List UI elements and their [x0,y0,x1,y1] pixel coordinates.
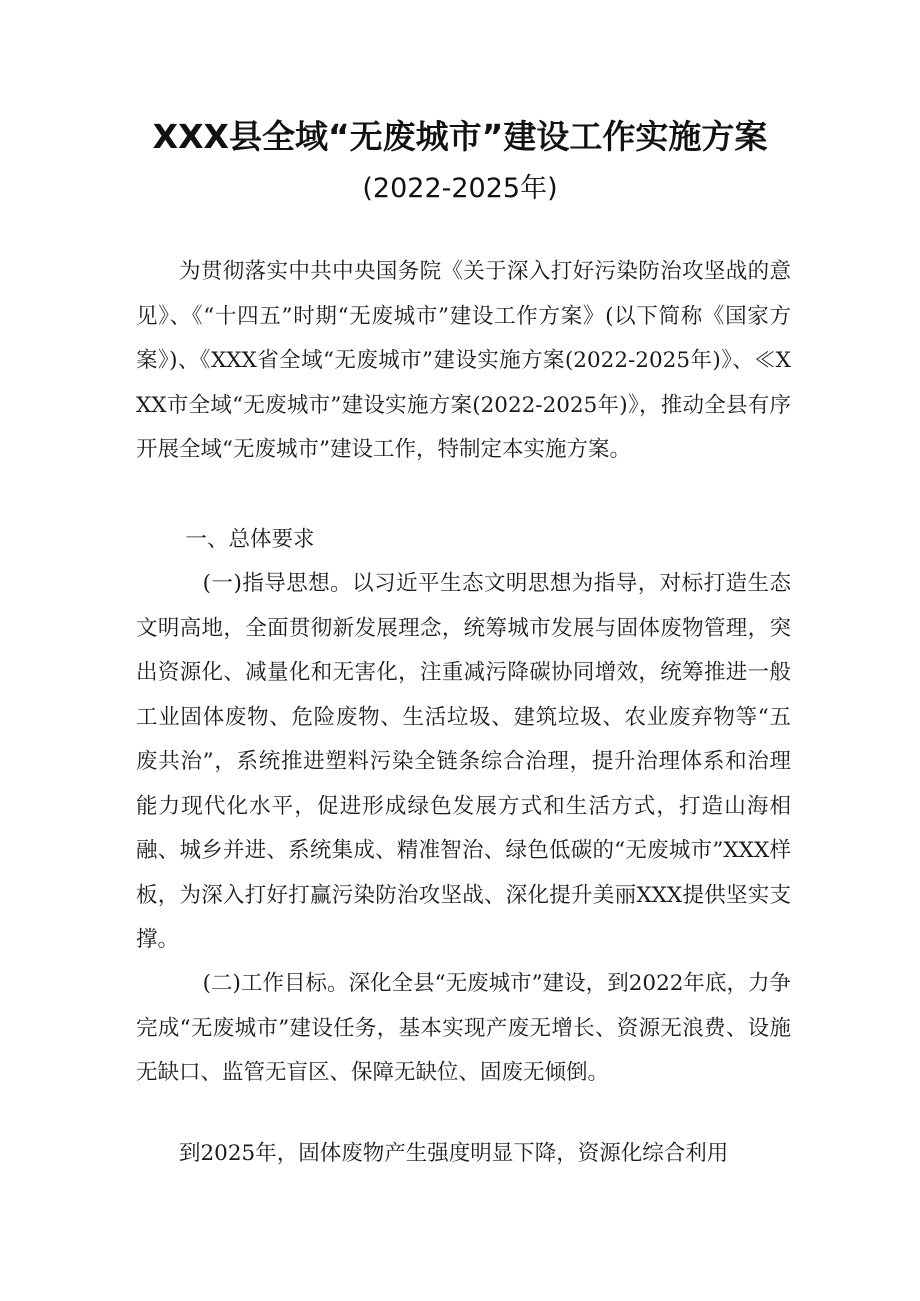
paragraph-guiding-thought: (一)指导思想。以习近平生态文明思想为指导，对标打造生态文明高地，全面贯彻新发展理念，统筹城市发展与固体废物管理，突出资源化、减量化和无害化，注重减污降碳协同增效，统筹推进一般工业固体废物、危险废物、生活垃圾、建筑垃圾、农业废弃物等“五废共治”，系统推进塑料污染全链条综合治理，提升治理体系和治理能力现代化水平，促进形成绿色发展方式和生活方式，打造山海相融、城乡并进、系统集成、精准智治、绿色低碳的“无废城市”XXX样板，为深入打好打赢污染防治攻坚战、深化提升美丽XXX提供坚实支撑。 [136,571,791,952]
document-title: XXX县全域“无废城市”建设工作实施方案 [152,117,768,156]
document-subtitle: (2022-2025年) [362,173,558,204]
section-heading-general-requirements: 一、总体要求 [185,527,315,552]
paragraph-intro: 为贯彻落实中共中央国务院《关于深入打好污染防治攻坚战的意见》、《“十四五”时期“无废城市”建设工作方案》(以下简称《国家方案》)、《XXX省全域“无废城市”建设实施方案(2022-2025年)》、≪XXX市全域“无废城市”建设实施方案(2022-2025年)》，推动全县有序开展全域“无废城市”建设工作，特制定本实施方案。 [136,259,791,462]
paragraph-work-target: (二)工作目标。深化全县“无废城市”建设，到2022年底，力争完成“无废城市”建设任务，基本实现产废无增长、资源无浪费、设施无缺口、监管无盲区、保障无缺位、固废无倾倒。 [136,971,791,1085]
paragraph-target-2025: 到2025年，固体废物产生强度明显下降，资源化综合利用 [179,1141,729,1166]
